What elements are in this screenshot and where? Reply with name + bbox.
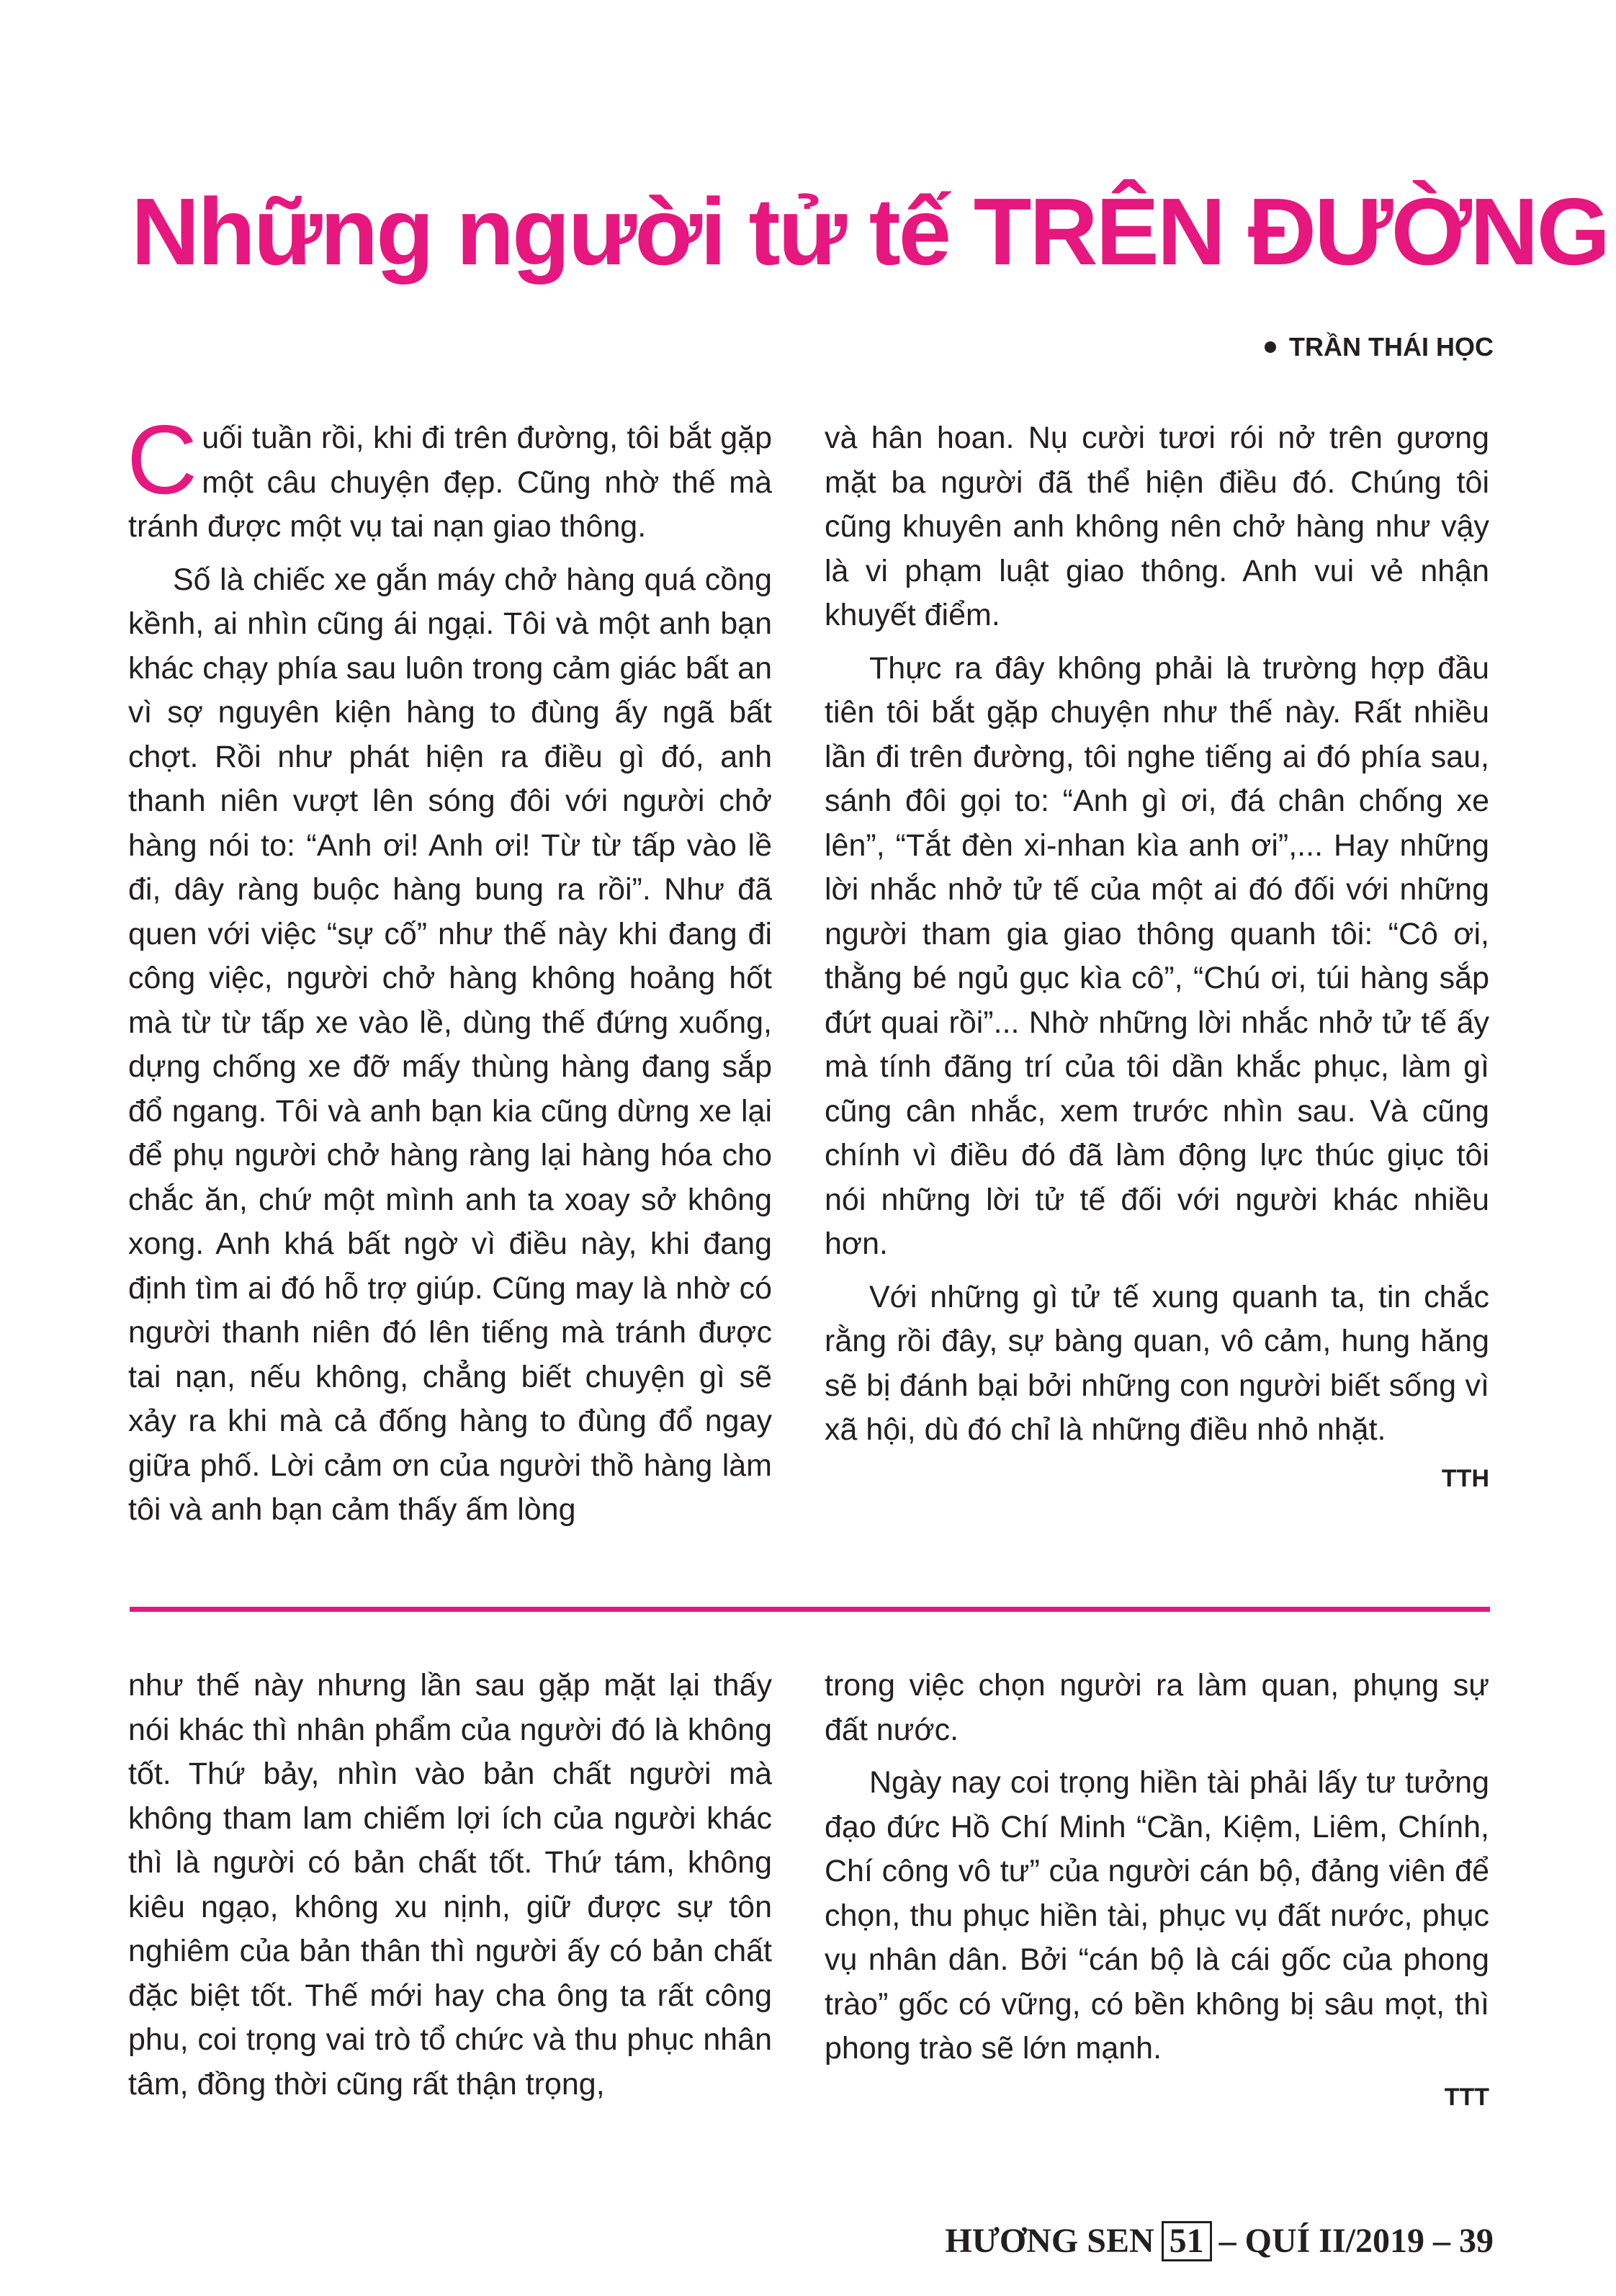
issue-number: 51 <box>1162 2221 1212 2261</box>
article2-paragraph: như thế này nhưng lần sau gặp mặt lại thấy nói khác thì nhân phẩm của người đó là không tốt. Thứ bảy, nhìn vào bản chất người mà không tham lam chiếm lợi ích của người khác thì là người có bản chất tốt. Thứ tám, không kiêu ngạo, không xu nịnh, giữ được sự tôn nghiêm của bản thân thì người ấy có bản chất đặc biệt tốt. Thế mới hay cha ông ta rất công phu, coi trọng vai trò tổ chức và thu phục nhân tâm, đồng thời cũng rất thận trọng, <box>128 1668 772 2102</box>
magazine-name: HƯƠNG SEN <box>945 2222 1154 2260</box>
page-number: 39 <box>1459 2222 1494 2260</box>
article1-paragraph: và hân hoan. Nụ cười tươi rói nở trên gương mặt ba người đã thể hiện điều đó. Chúng tôi cũng khuyên anh không nên chở hàng như vậy là vi phạm luật giao thông. Anh vui vẻ nhận khuyết điểm. <box>825 421 1489 632</box>
issue-period: – QUÍ II/2019 – <box>1218 2222 1450 2260</box>
drop-cap: C <box>127 405 198 514</box>
article2-paragraph: trong việc chọn người ra làm quan, phụng sự đất nước. <box>825 1668 1489 1747</box>
author-name: TRẦN THÁI HỌC <box>1289 332 1494 362</box>
page-footer <box>945 2220 1494 2263</box>
article1-signature: TTH <box>1441 1464 1489 1492</box>
article1-paragraph: Số là chiếc xe gắn máy chở hàng quá cồng kềnh, ai nhìn cũng ái ngại. Tôi và một anh bạn khác chạy phía sau luôn trong cảm giác bất an vì sợ nguyên kiện hàng to đùng ấy ngã bất chợt. Rồi như phát hiện ra điều gì đó, anh thanh niên vượt lên sóng đôi với người chở hàng nói to: “Anh ơi! Anh ơi! Từ từ tấp vào lề đi, dây ràng buộc hàng bung ra rồi”. Như đã quen với việc “sự cố” như thế này khi đang đi công việc, người chở hàng không hoảng hốt mà từ từ tấp xe vào lề, dùng thế đứng xuống, dựng chống xe đỡ mấy thùng hàng đang sắp đổ ngang. Tôi và anh bạn kia cũng dừng xe lại để phụ người chở hàng ràng lại hàng hóa cho chắc ăn, chứ một mình anh ta xoay sở không xong. Anh khá bất ngờ vì điều này, khi đang định tìm ai đó hỗ trợ giúp. Cũng may là nhờ có người thanh niên đó lên tiếng mà tránh được tai nạn, nếu không, chẳng biết chuyện gì sẽ xảy ra khi mà cả đống hàng to đùng đổ ngay giữa phố. Lời cảm ơn của người thồ hàng làm tôi và anh bạn cảm thấy ấm lòng <box>128 562 772 1527</box>
article1-paragraph: Cuối tuần rồi, khi đi trên đường, tôi bắt gặp một câu chuyện đẹp. Cũng nhờ thế mà tránh được một vụ tai nạn giao thông. <box>127 405 772 544</box>
article2-paragraph: Ngày nay coi trọng hiền tài phải lấy tư tưởng đạo đức Hồ Chí Minh “Cần, Kiệm, Liêm, Chính, Chí công vô tư” của người cán bộ, đảng viên để chọn, thu phục hiền tài, phục vụ đất nước, phục vụ nhân dân. Bởi “cán bộ là cái gốc của phong trào” gốc có vững, có bền không bị sâu mọt, thì phong trào sẽ lớn mạnh. <box>825 1765 1489 2066</box>
article2-signature: TTT <box>1444 2083 1489 2111</box>
article1-paragraph: Với những gì tử tế xung quanh ta, tin chắc rằng rồi đây, sự bàng quan, vô cảm, hung hăng sẽ bị đánh bại bởi những con người biết sống vì xã hội, dù đó chỉ là những điều nhỏ nhặt. <box>825 1279 1489 1447</box>
article1-column-left <box>127 405 772 1541</box>
article2-column-left <box>128 1664 772 2115</box>
article-title: Những người tử tế TRÊN ĐƯỜNG <box>131 179 1609 284</box>
article2-column-right <box>825 1664 1489 2115</box>
article1-paragraph: Thực ra đây không phải là trường hợp đầu tiên tôi bắt gặp chuyện như thế này. Rất nhiều lần đi trên đường, tôi nghe tiếng ai đó phía sau, sánh đôi gọi to: “Anh gì ơi, đá chân chống xe lên”, “Tắt đèn xi-nhan kìa anh ơi”,... Hay những lời nhắc nhở tử tế của một ai đó đối với những người tham gia giao thông quanh tôi: “Cô ơi, thằng bé ngủ gục kìa cô”, “Chú ơi, túi hàng sắp đứt quai rồi”... Nhờ những lời nhắc nhở tử tế ấy mà tính đãng trí của tôi dần khắc phục, làm gì cũng cân nhắc, xem trước nhìn sau. Và cũng chính vì điều đó đã làm động lực thúc giục tôi nói những lời tử tế đối với người khác nhiều hơn. <box>825 650 1489 1261</box>
article1-column-right <box>825 416 1489 1496</box>
section-divider <box>130 1607 1490 1612</box>
bullet-dot-icon <box>1265 341 1276 353</box>
author-byline <box>1265 330 1494 364</box>
